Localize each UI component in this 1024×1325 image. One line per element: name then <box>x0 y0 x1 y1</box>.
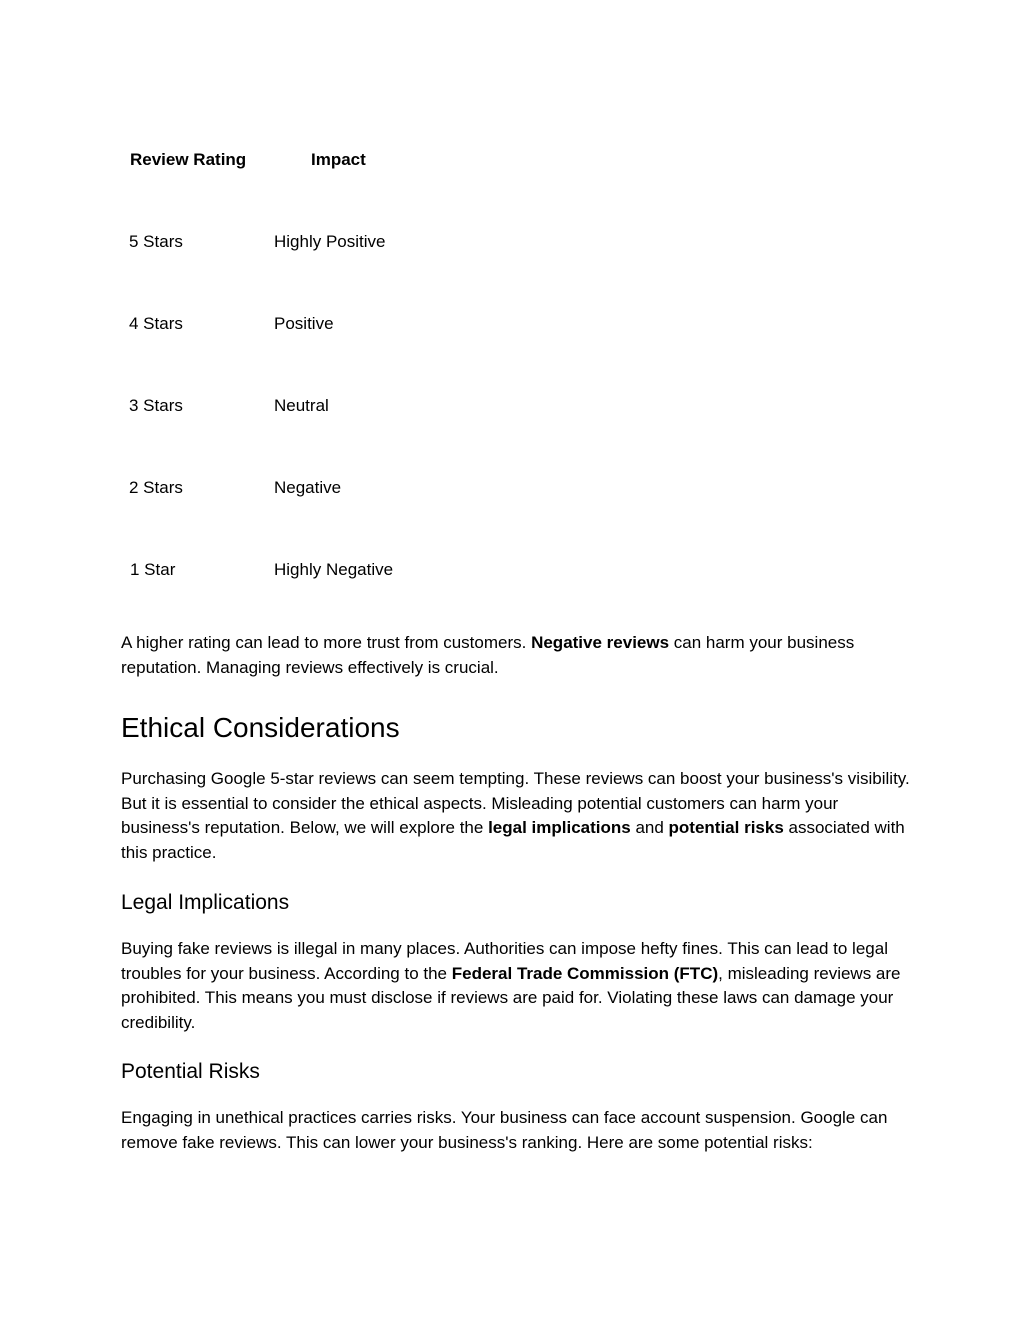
intro-paragraph <box>121 631 911 680</box>
table-cell-rating: 3 Stars <box>129 396 183 415</box>
table-cell-impact: Highly Negative <box>274 560 394 579</box>
ethical-considerations-heading: Ethical Considerations <box>121 712 400 743</box>
potential-risks-heading: Potential Risks <box>121 1060 260 1083</box>
ethical-bold-text: potential risks <box>668 818 784 837</box>
intro-text: can harm your business reputation. Managing reviews effectively is crucial. <box>121 633 855 677</box>
risks-paragraph: Engaging in unethical practices carries risks. Your business can face account suspension. Google can remove fake reviews. This can lower your business's ranking. Here are some potential risks: <box>121 1108 888 1152</box>
intro-text: A higher rating can lead to more trust from customers. <box>121 633 532 652</box>
intro-bold-text: Negative reviews <box>531 633 670 652</box>
ethical-paragraph <box>121 767 911 865</box>
ethical-text: Purchasing Google 5-star reviews can seem tempting. These reviews can boost your business's visibility. But it is essential to consider the ethical aspects. Misleading potential customers can harm your business's reputation. Below, we will explore the <box>121 769 910 837</box>
table-cell-impact: Highly Positive <box>274 232 386 251</box>
legal-text: Buying fake reviews is illegal in many places. Authorities can impose hefty fines. This can lead to legal troubles for your business. According to the <box>121 939 888 983</box>
table-cell-rating: 4 Stars <box>129 314 183 333</box>
legal-paragraph <box>121 937 911 1035</box>
ethical-bold-text: legal implications <box>488 818 631 837</box>
table-cell-impact: Negative <box>274 478 342 497</box>
table-cell-rating: 5 Stars <box>129 232 183 251</box>
table-cell-rating: 2 Stars <box>129 478 183 497</box>
table-header-impact: Impact <box>311 150 366 169</box>
table-cell-impact: Positive <box>274 314 334 333</box>
legal-text: , misleading reviews are prohibited. This means you must disclose if reviews are paid for. Violating these laws can damage your credibility. <box>121 963 901 1032</box>
table-cell-rating: 1 Star <box>130 560 176 579</box>
table-cell-impact: Neutral <box>274 396 329 415</box>
ethical-text: associated with this practice. <box>121 818 905 862</box>
legal-implications-heading: Legal Implications <box>121 891 290 914</box>
table-header-rating: Review Rating <box>130 150 247 169</box>
ethical-text: and <box>630 818 669 837</box>
legal-bold-text: Federal Trade Commission (FTC) <box>451 963 719 983</box>
